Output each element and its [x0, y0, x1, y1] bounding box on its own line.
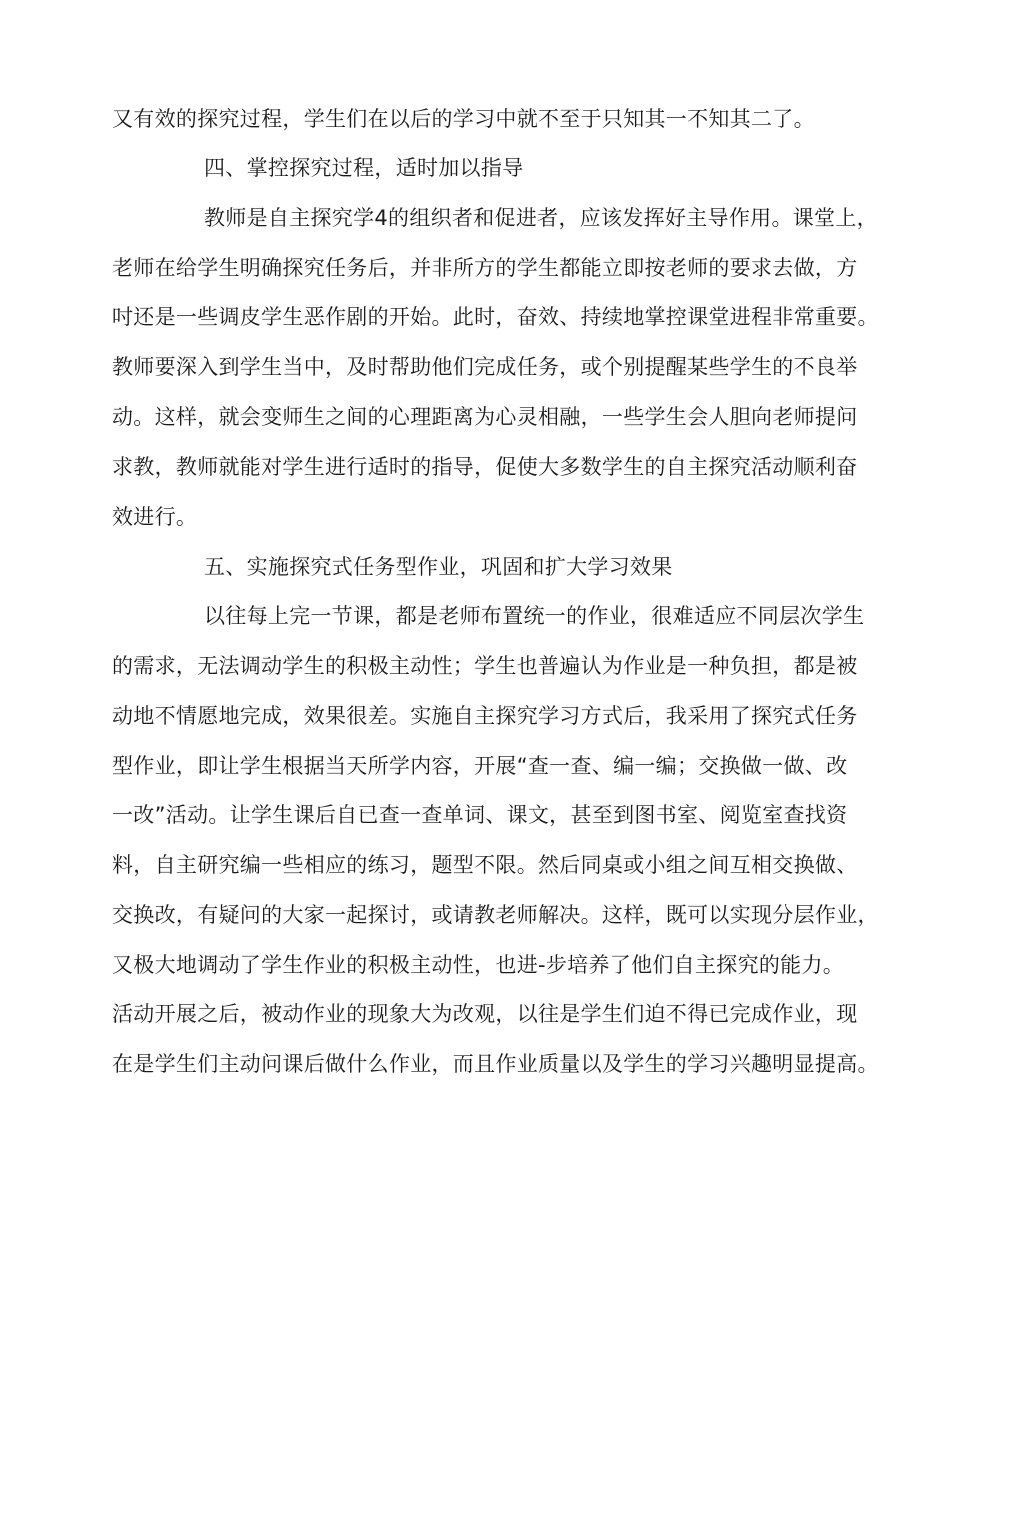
text-line: 活动开展之后，被动作业的现象大为改观，以往是学生们迫不得已完成作业，现	[112, 1002, 858, 1026]
text-line: 求教，教师就能对学生进行适时的指导，促使大多数学生的自主探究活动顺利奋	[112, 455, 858, 479]
text-line: 在是学生们主动问课后做什么作业，而且作业质量以及学生的学习兴趣明显提高。	[112, 1052, 879, 1076]
text-line: 动。这样，就会变师生之间的心理距离为心灵相融，一些学生会人胆向老师提问	[112, 405, 858, 429]
text-line: 的需求，无法调动学生的积极主动性；学生也普遍认为作业是一种负担，都是被	[112, 654, 858, 678]
text-line: 一改”活动。让学生课后自已查一查单词、课文，甚至到图书室、阅览室查找资	[112, 803, 848, 827]
text-line: 动地不情愿地完成，效果很差。实施自主探究学习方式后，我采用了探究式任务	[112, 704, 858, 728]
text-line: 以往每上完一节课，都是老师布置统一的作业，很难适应不同层次学生	[204, 604, 865, 628]
text-line: 教师是自主探究学4的组织者和促进者，应该发挥好主导作用。课堂上，	[204, 206, 878, 230]
section-heading: 四、掌控探究过程，适时加以指导	[204, 156, 524, 180]
text-line: 老师在给学生明确探究任务后，并非所方的学生都能立即按老师的要求去做，方	[112, 256, 858, 280]
text-line: 型作业，即让学生根据当天所学内容，开展“查一查、编一编；交换做一做、改	[112, 754, 848, 778]
text-line: 料，自主研究编一些相应的练习，题型不限。然后同桌或小组之间互相交换做、	[112, 853, 858, 877]
text-line: 效进行。	[112, 505, 198, 529]
text-line: 又有效的探究过程，学生们在以后的学习中就不至于只知其一不知其二了。	[112, 107, 815, 131]
text-line: 又极大地调动了学生作业的积极主动性，也进-步培养了他们自主探究的能力。	[112, 953, 845, 977]
text-line: 吋还是一些调皮学生恶作剧的开始。此时，奋效、持续地掌控课堂进程非常重要。	[112, 305, 879, 329]
text-line: 交换改，有疑问的大家一起探讨，或请教老师解决。这样，既可以实现分层作业，	[112, 903, 879, 927]
section-heading: 五、实施探究式任务型作业，巩固和扩大学习效果	[204, 555, 673, 579]
text-line: 教师要深入到学生当中，及时帮助他们完成任务，或个别提醒某些学生的不良举	[112, 355, 858, 379]
